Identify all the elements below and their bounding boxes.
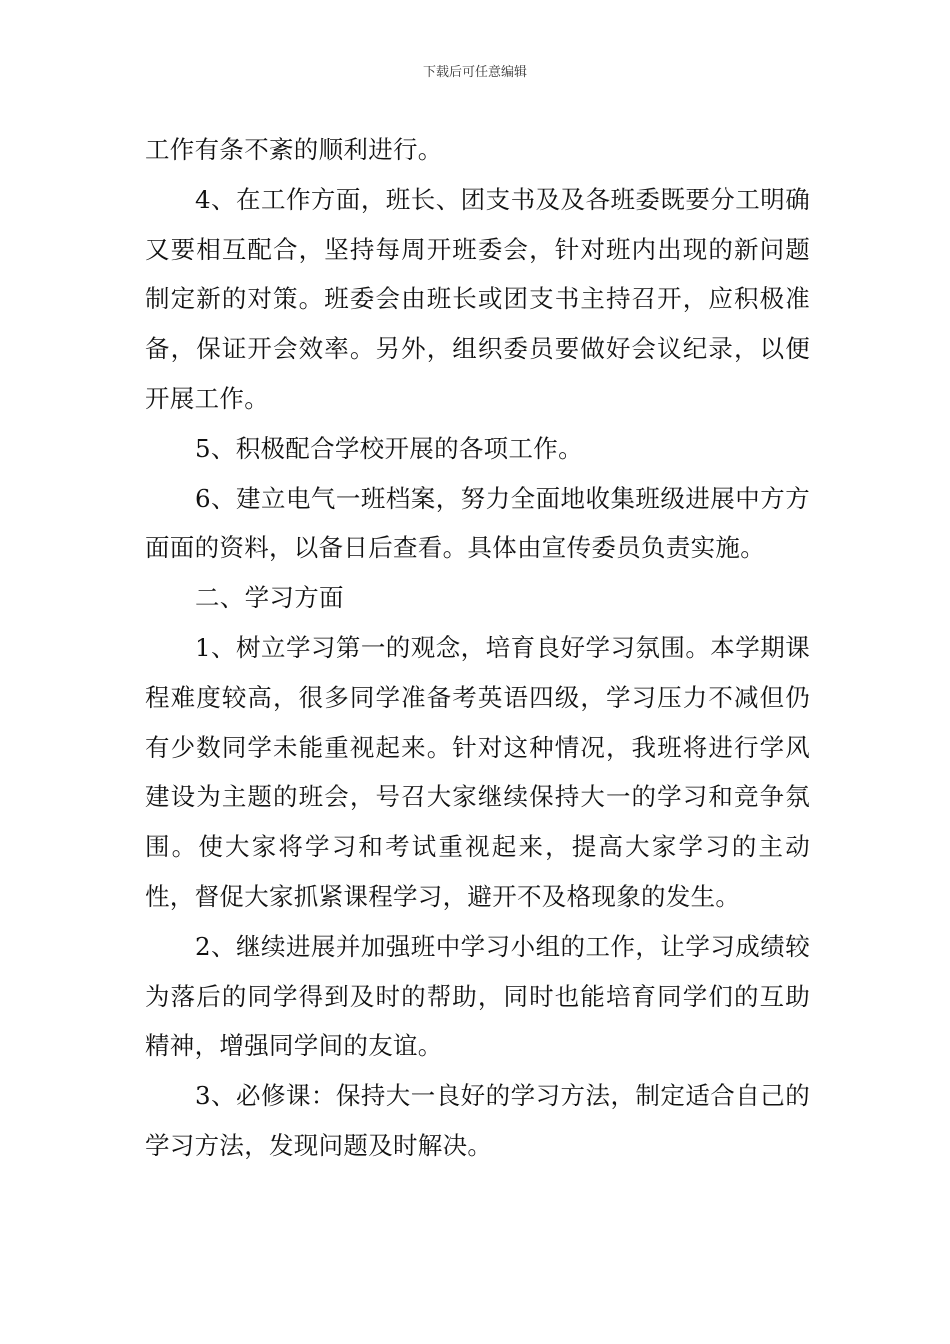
paragraph-continuation: 工作有条不紊的顺利进行。 — [145, 135, 443, 164]
paragraph-study-2: 2、继续进展并加强班中学习小组的工作，让学习成绩较为落后的同学得到及时的帮助，同时也能培育同学们的互助精神，增强同学间的友谊。 — [145, 931, 810, 1061]
document-body — [145, 125, 810, 1171]
paragraph-study-1: 1、树立学习第一的观念，培育良好学习氛围。本学期课程难度较高，很多同学准备考英语四级，学习压力不减但仍有少数同学未能重视起来。针对这种情况，我班将进行学风建设为主题的班会，号召大家继续保持大一的学习和竞争氛围。使大家将学习和考试重视起来，提高大家学习的主动性，督促大家抓紧课程学习，避开不及格现象的发生。 — [145, 632, 810, 911]
paragraph-item-6: 6、建立电气一班档案，努力全面地收集班级进展中方方面面的资料，以备日后查看。具体由宣传委员负责实施。 — [145, 483, 810, 563]
section-heading-study: 二、学习方面 — [195, 583, 344, 613]
paragraph-item-5: 5、积极配合学校开展的各项工作。 — [195, 433, 583, 463]
page-header-note: 下载后可任意编辑 — [422, 65, 527, 80]
paragraph-study-3: 3、必修课：保持大一良好的学习方法，制定适合自己的学习方法，发现问题及时解决。 — [145, 1081, 810, 1160]
paragraph-item-4: 4、在工作方面，班长、团支书及及各班委既要分工明确又要相互配合，坚持每周开班委会，针对班内出现的新问题制定新的对策。班委会由班长或团支书主持召开，应积极准备，保证开会效率。另外，组织委员要做好会议纪录，以便开展工作。 — [145, 184, 810, 413]
